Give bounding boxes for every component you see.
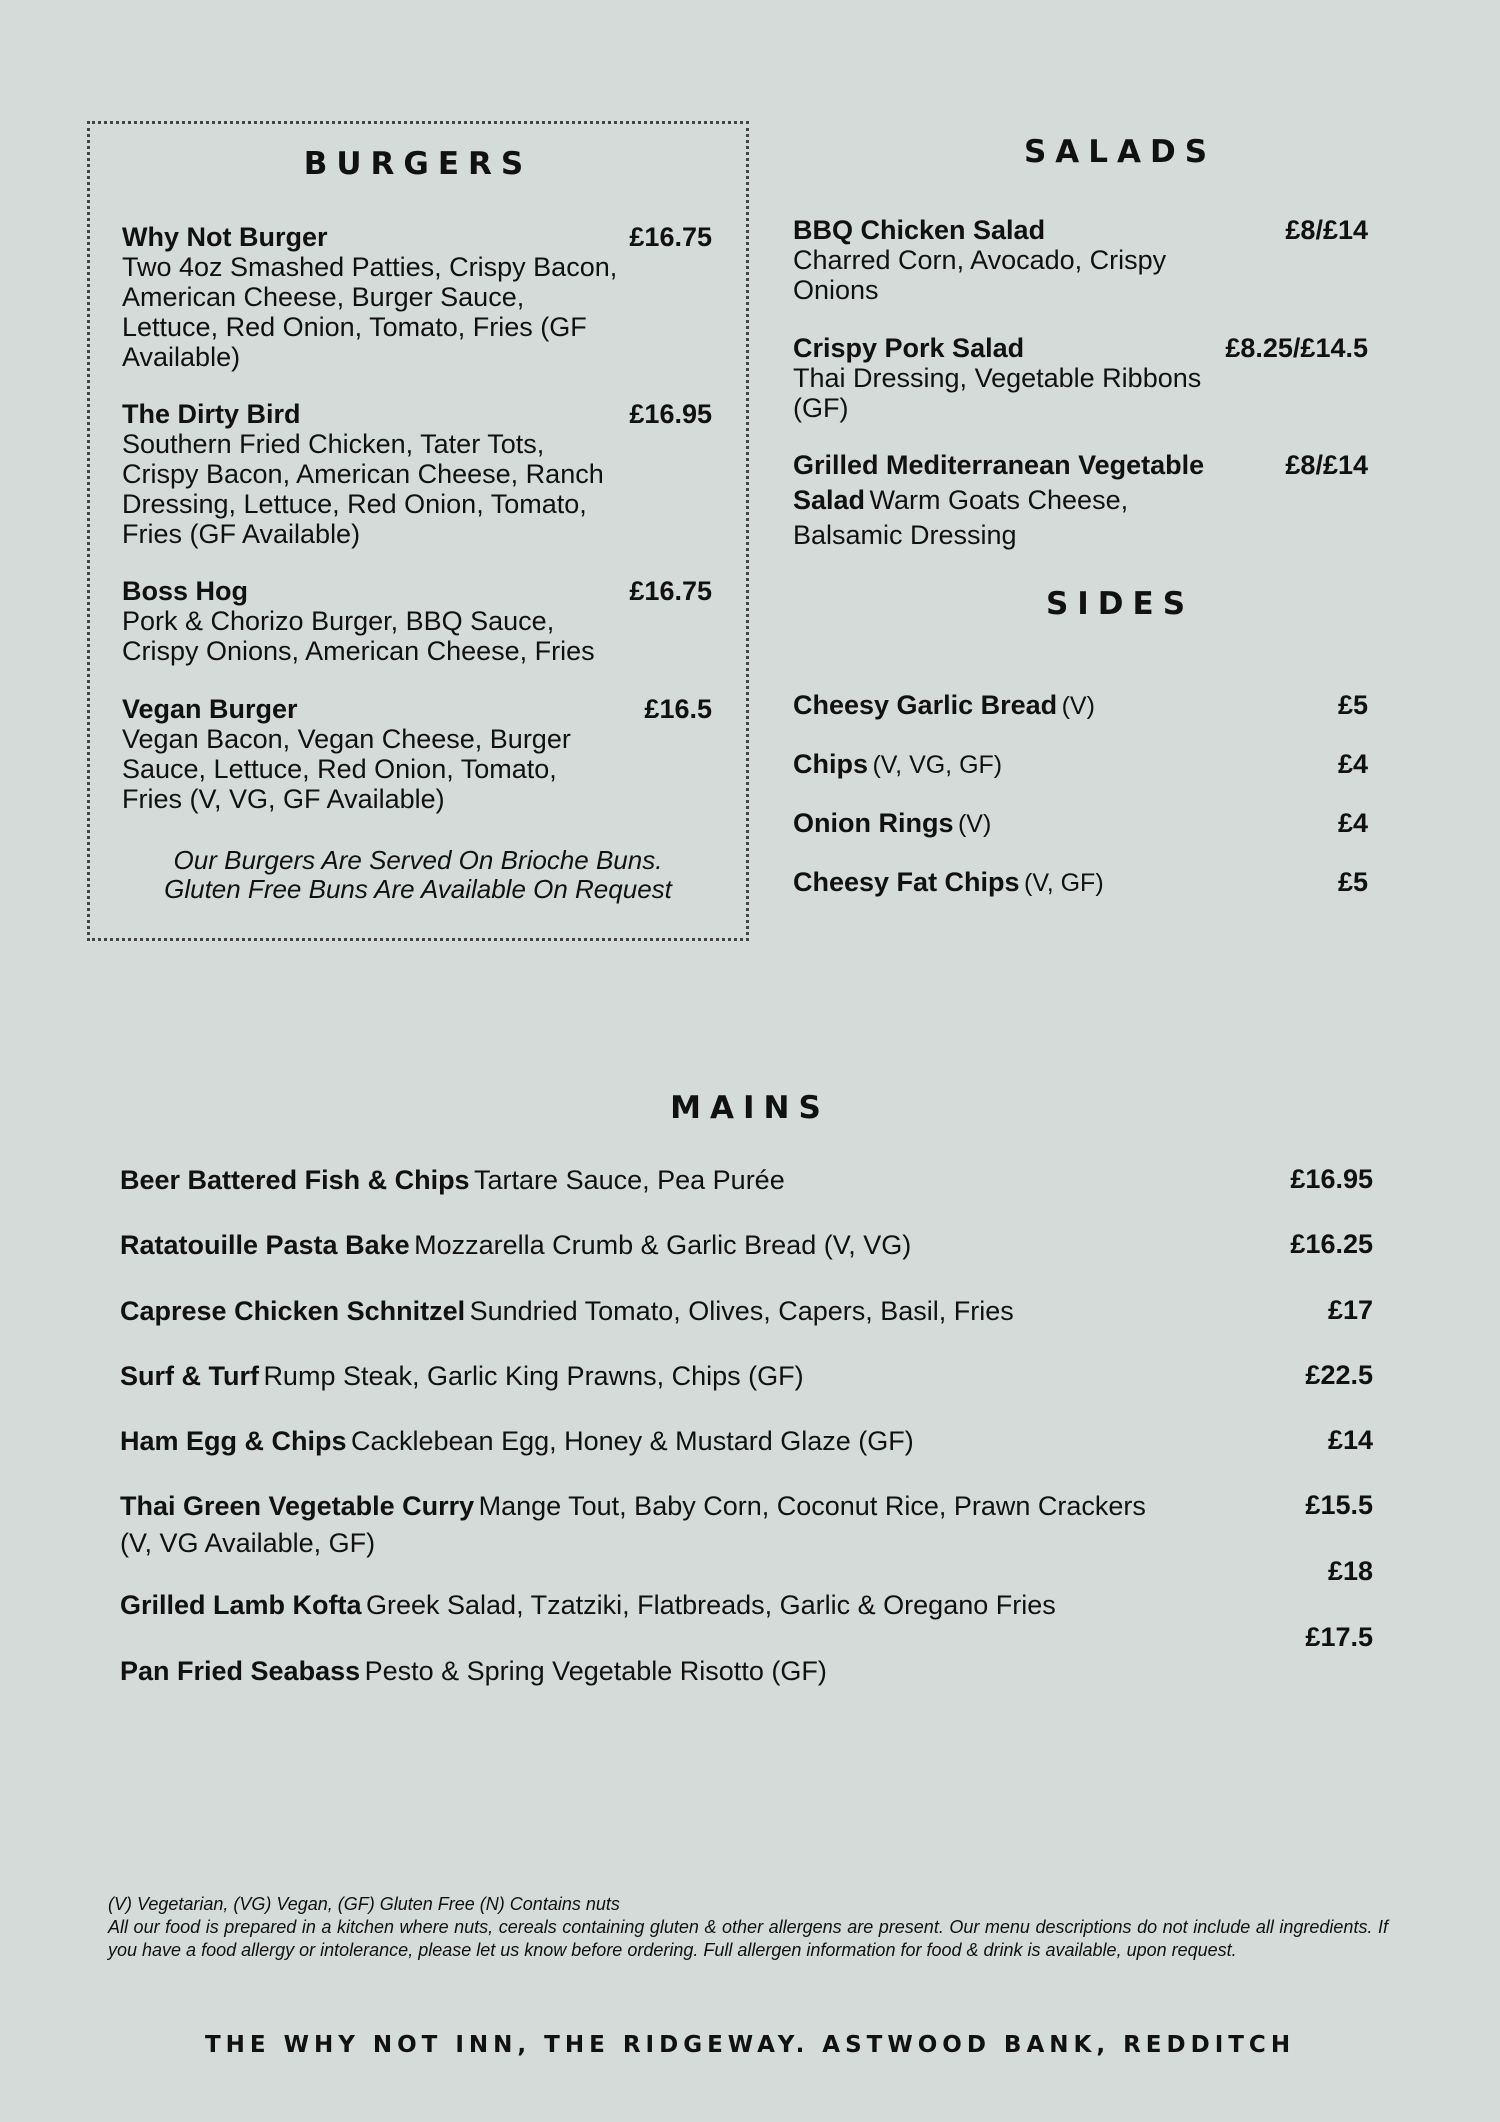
main-item — [120, 1295, 1150, 1332]
item-price: £8.25/£14.5 — [1225, 333, 1368, 363]
main-item — [120, 1589, 1150, 1626]
side-item — [793, 749, 1368, 784]
main-item — [120, 1655, 1150, 1692]
item-price: £16.5 — [644, 694, 712, 724]
side-item — [793, 808, 1368, 843]
item-price: £16.75 — [629, 576, 712, 606]
burgers-heading: BURGERS — [303, 146, 533, 182]
item-name: Ratatouille Pasta Bake — [120, 1230, 410, 1260]
dietary-tag: (V, VG, GF) — [872, 751, 1003, 779]
main-price: £15.5 — [1305, 1490, 1373, 1520]
item-description: Two 4oz Smashed Patties, Crispy Bacon, American Cheese, Burger Sauce, Lettuce, Red Onion, Tomato, Fries (GF Available) — [122, 252, 618, 372]
main-price: £17.5 — [1305, 1622, 1373, 1652]
item-description: Charred Corn, Avocado, Crispy Onions — [793, 245, 1167, 305]
main-price: £16.95 — [1290, 1164, 1373, 1194]
menu-item — [793, 215, 1368, 305]
item-name: Caprese Chicken Schnitzel — [120, 1296, 466, 1326]
salads-heading: SALADS — [1023, 134, 1217, 170]
item-name: Why Not Burger — [122, 222, 328, 252]
item-name: BBQ Chicken Salad — [793, 215, 1046, 245]
item-price: £16.95 — [629, 399, 712, 429]
item-name: The Dirty Bird — [122, 399, 301, 429]
venue-address: THE WHY NOT INN, THE RIDGEWAY. ASTWOOD BANK, REDDITCH — [204, 2032, 1296, 2058]
item-name: Chips — [793, 749, 869, 779]
item-name: Grilled Mediterranean Vegetable Salad — [793, 450, 1205, 515]
item-price: £8/£14 — [1285, 215, 1368, 245]
dietary-tag: (V) — [957, 810, 992, 838]
main-price: £22.5 — [1305, 1360, 1373, 1390]
side-item — [793, 867, 1368, 902]
menu-item — [793, 333, 1368, 423]
item-description: Greek Salad, Tzatziki, Flatbreads, Garlic & Oregano Fries — [365, 1590, 1056, 1620]
item-price: £16.75 — [629, 222, 712, 252]
item-name: Beer Battered Fish & Chips — [120, 1165, 470, 1195]
menu-item — [122, 399, 712, 549]
item-description: Mozzarella Crumb & Garlic Bread (V, VG) — [414, 1230, 912, 1260]
main-item — [120, 1490, 1180, 1564]
main-price: £17 — [1327, 1295, 1373, 1325]
item-description: Rump Steak, Garlic King Prawns, Chips (GF) — [263, 1361, 804, 1391]
main-item — [120, 1425, 1150, 1462]
sides-heading: SIDES — [1045, 586, 1195, 622]
item-name: Cheesy Fat Chips — [793, 867, 1020, 897]
item-description: Thai Dressing, Vegetable Ribbons (GF) — [793, 363, 1202, 423]
item-description: Sundried Tomato, Olives, Capers, Basil, Fries — [469, 1296, 1014, 1326]
item-price: £4 — [1337, 749, 1368, 779]
item-price: £4 — [1337, 808, 1368, 838]
menu-item — [122, 576, 712, 666]
allergen-notice — [108, 1893, 1388, 1962]
item-name: Ham Egg & Chips — [120, 1426, 347, 1456]
item-name: Pan Fried Seabass — [120, 1656, 361, 1686]
item-name: Surf & Turf — [120, 1361, 259, 1391]
item-description: Warm Goats Cheese, Balsamic Dressing — [793, 485, 1129, 550]
mains-heading: MAINS — [670, 1090, 830, 1126]
burgers-section — [87, 121, 749, 941]
allergen-text: All our food is prepared in a kitchen where nuts, cereals containing gluten & other allergens are present. Our menu descriptions do not include all ingredients. If you have a food allergy or intolerance, please let us know before ordering. Full allergen information for food & drink is available, upon request. — [108, 1917, 1388, 1960]
item-price: £8/£14 — [1285, 450, 1368, 480]
item-price: £5 — [1337, 690, 1368, 720]
main-item — [120, 1164, 1150, 1201]
item-name: Grilled Lamb Kofta — [120, 1590, 362, 1620]
item-description: Pesto & Spring Vegetable Risotto (GF) — [364, 1656, 827, 1686]
item-description: Tartare Sauce, Pea Purée — [474, 1165, 785, 1195]
item-name: Vegan Burger — [122, 694, 298, 724]
main-item — [120, 1229, 1150, 1266]
item-price: £5 — [1337, 867, 1368, 897]
menu-item — [122, 222, 712, 372]
item-name: Onion Rings — [793, 808, 954, 838]
item-description: Mange Tout, Baby Corn, Coconut Rice, Prawn Crackers (V, VG Available, GF) — [120, 1491, 1146, 1558]
item-description: Southern Fried Chicken, Tater Tots, Crispy Bacon, American Cheese, Ranch Dressing, Lettuce, Red Onion, Tomato, Fries (GF Available) — [122, 429, 604, 549]
item-description: Pork & Chorizo Burger, BBQ Sauce, Crispy Onions, American Cheese, Fries — [122, 606, 595, 666]
item-description: Cacklebean Egg, Honey & Mustard Glaze (GF) — [350, 1426, 914, 1456]
main-price: £18 — [1327, 1556, 1373, 1586]
item-description: Vegan Bacon, Vegan Cheese, Burger Sauce, Lettuce, Red Onion, Tomato, Fries (V, VG, GF Available) — [122, 724, 571, 814]
item-name: Cheesy Garlic Bread — [793, 690, 1058, 720]
main-price: £16.25 — [1290, 1229, 1373, 1259]
menu-item — [122, 694, 712, 814]
burger-note-line: Our Burgers Are Served On Brioche Buns. — [173, 845, 663, 875]
main-item — [120, 1360, 1150, 1397]
side-item — [793, 690, 1368, 725]
main-price: £14 — [1327, 1425, 1373, 1455]
burger-note — [90, 846, 746, 904]
dietary-tag: (V) — [1061, 692, 1095, 720]
burger-note-line: Gluten Free Buns Are Available On Request — [164, 874, 672, 904]
dietary-key: (V) Vegetarian, (VG) Vegan, (GF) Gluten Free (N) Contains nuts — [108, 1894, 620, 1914]
dietary-tag: (V, GF) — [1024, 869, 1104, 897]
menu-item — [793, 450, 1368, 555]
item-name: Crispy Pork Salad — [793, 333, 1025, 363]
item-name: Thai Green Vegetable Curry — [120, 1491, 475, 1521]
item-name: Boss Hog — [122, 576, 249, 606]
